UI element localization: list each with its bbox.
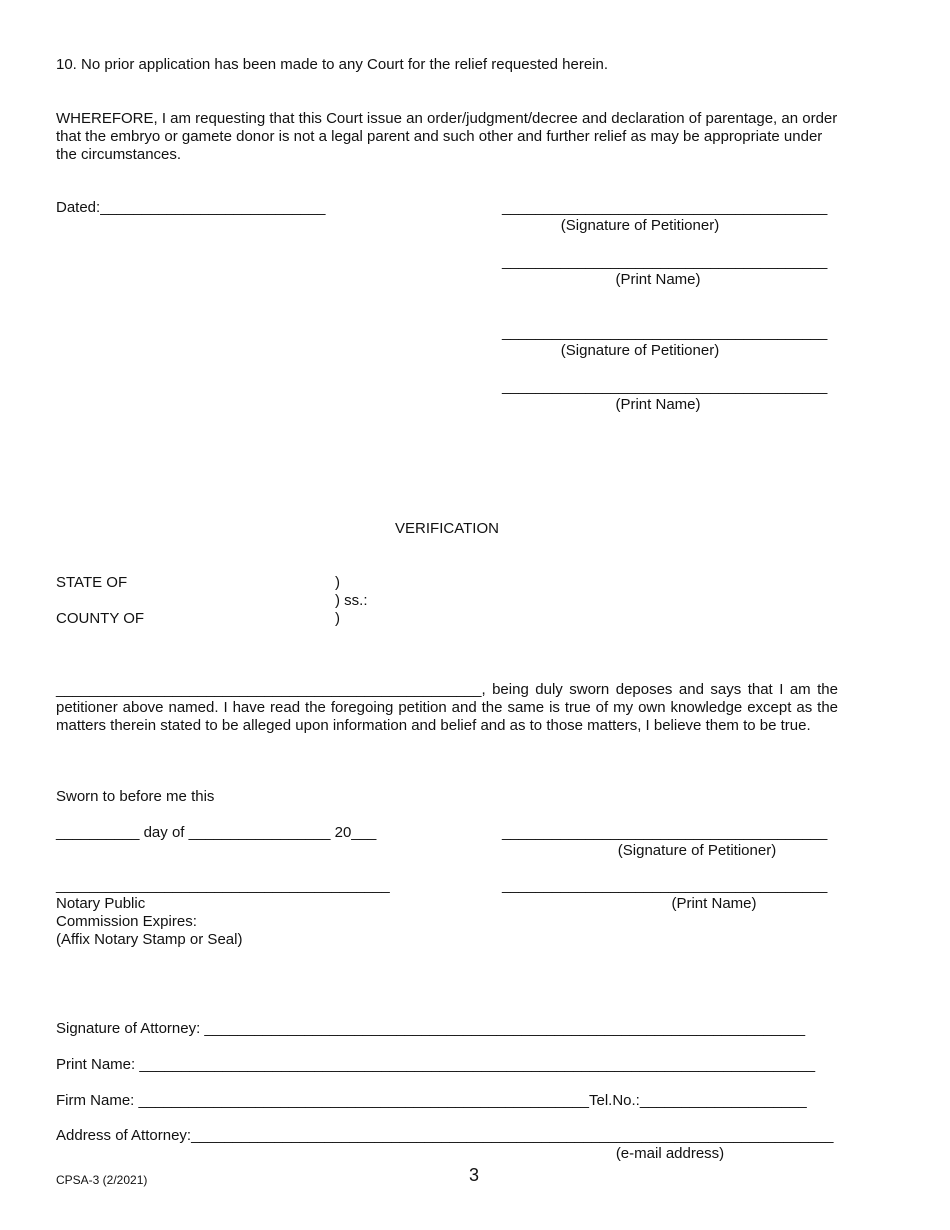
petitioner-1-name-line[interactable]: _______________________________________	[502, 253, 828, 270]
page-number: 3	[469, 1165, 480, 1185]
dated-field[interactable]: Dated:___________________________	[56, 199, 326, 216]
attorney-print-name-field[interactable]: Print Name: _________________________________________________________________________________	[56, 1056, 816, 1073]
sworn-date-field[interactable]: __________ day of _________________ 20___	[56, 824, 377, 841]
firm-name-field[interactable]: Firm Name: ______________________________________________________Tel.No.:____________________	[56, 1092, 807, 1109]
petitioner-2-name-line[interactable]: _______________________________________	[502, 378, 828, 395]
venue-paren-bottom: )	[335, 610, 340, 627]
sworn-before-label: Sworn to before me this	[56, 788, 215, 805]
petitioner-1-signature-label: (Signature of Petitioner)	[560, 217, 720, 234]
item-10: 10. No prior application has been made to any Court for the relief requested herein.	[56, 56, 608, 73]
county-of-label: COUNTY OF	[56, 610, 145, 627]
email-address-label: (e-mail address)	[615, 1145, 725, 1162]
venue-ss: ) ss.:	[335, 592, 368, 609]
petitioner-2-signature-line[interactable]: _______________________________________	[502, 324, 828, 341]
notary-public-label: Notary Public	[56, 895, 146, 912]
verification-title: VERIFICATION	[395, 520, 499, 537]
notary-signature-line[interactable]: ________________________________________	[56, 877, 390, 894]
petitioner-2-name-label: (Print Name)	[615, 396, 701, 413]
attorney-signature-field[interactable]: Signature of Attorney: ________________________________________________________________________	[56, 1020, 806, 1037]
venue-paren-top: )	[335, 574, 340, 591]
petitioner-2-signature-label: (Signature of Petitioner)	[560, 342, 720, 359]
sworn-statement-paragraph: ___________________________________________________, being duly sworn deposes and says that I am the petitioner above named. I have read the foregoing petition and the same is true of my own knowledge except as the matters therein stated to be alleged upon information and belief and as to those matters, I believe them to be true.	[56, 681, 838, 734]
petitioner-3-name-label: (Print Name)	[671, 895, 757, 912]
wherefore-paragraph: WHEREFORE, I am requesting that this Court issue an order/judgment/decree and declaration of parentage, an order that the embryo or gamete donor is not a legal parent and such other and further relief as may be appropriate under the circumstances.	[56, 110, 838, 163]
state-of-label: STATE OF	[56, 574, 128, 591]
attorney-address-field[interactable]: Address of Attorney:_____________________________________________________________________________	[56, 1127, 834, 1144]
form-code: CPSA-3 (2/2021)	[56, 1173, 148, 1187]
petitioner-1-signature-line[interactable]: _______________________________________	[502, 199, 828, 216]
affix-seal-label: (Affix Notary Stamp or Seal)	[56, 931, 243, 948]
petitioner-1-name-label: (Print Name)	[615, 271, 701, 288]
petitioner-3-signature-label: (Signature of Petitioner)	[617, 842, 777, 859]
petitioner-3-signature-line[interactable]: _______________________________________	[502, 824, 828, 841]
commission-expires-label: Commission Expires:	[56, 913, 197, 930]
petitioner-3-name-line[interactable]: _______________________________________	[502, 877, 828, 894]
